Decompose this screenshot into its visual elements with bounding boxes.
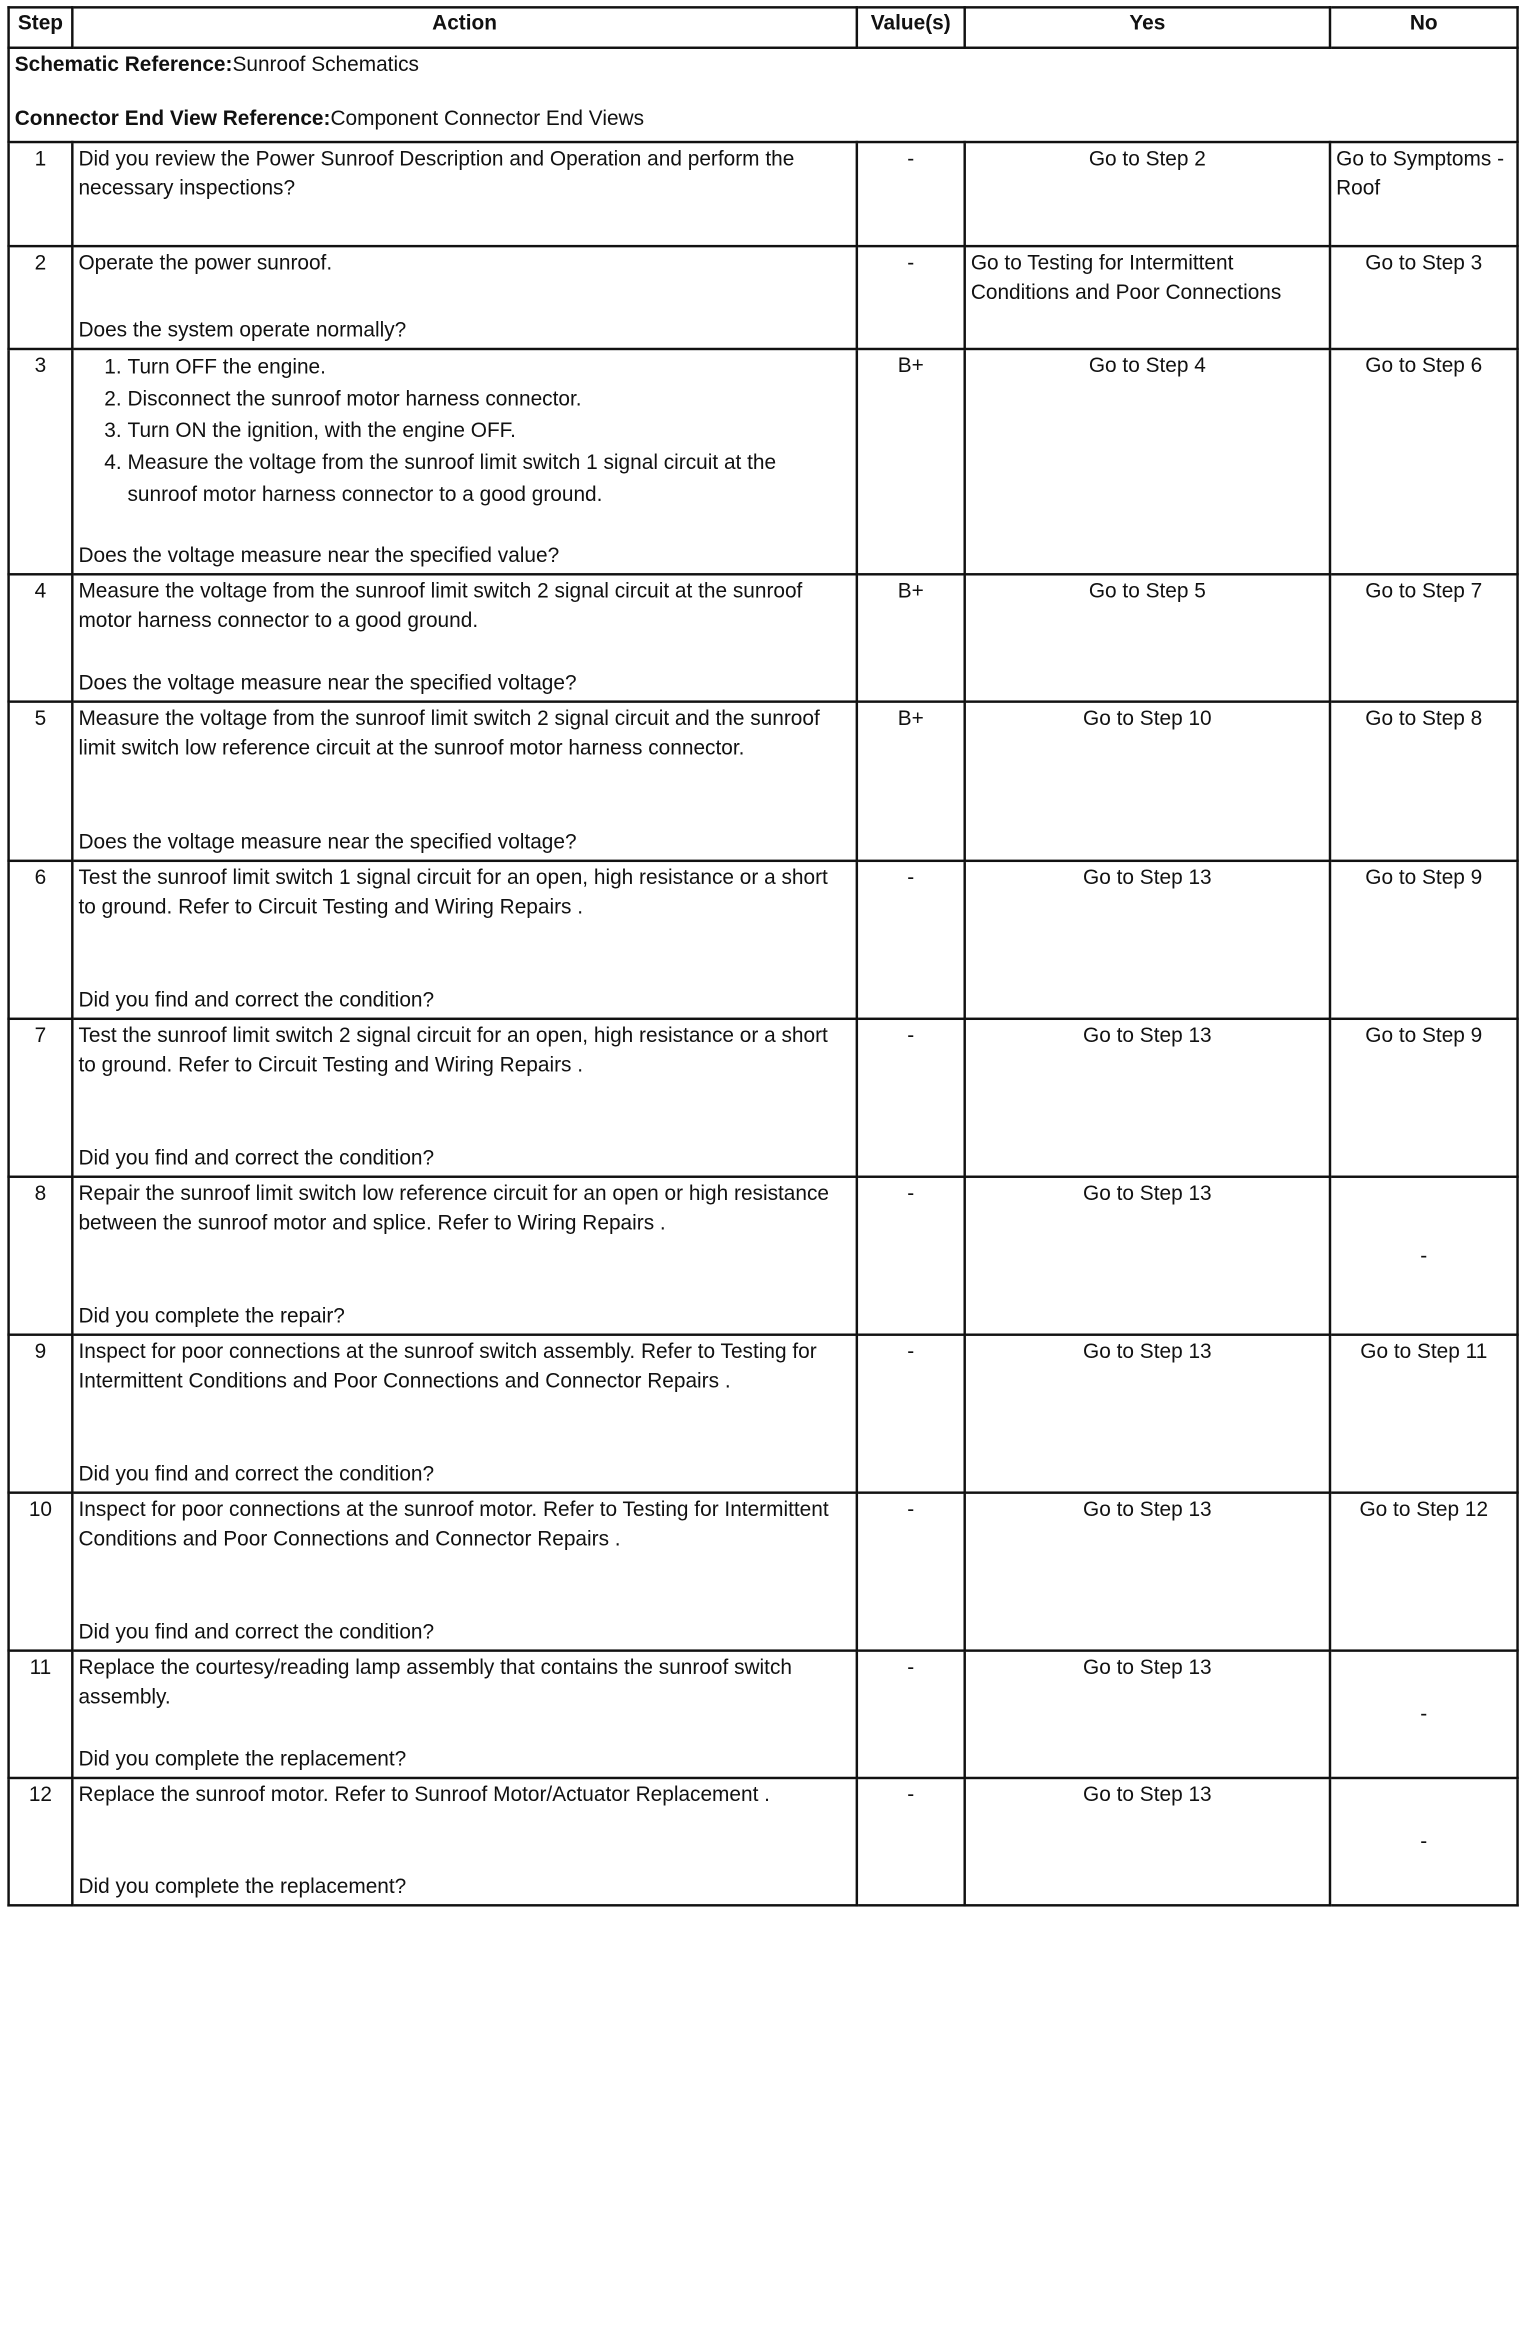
action-steps-list <box>78 351 850 510</box>
step-number: 2 <box>9 246 73 349</box>
value-cell: - <box>857 1177 965 1335</box>
column-header-yes: Yes <box>965 7 1330 47</box>
table-row <box>9 349 1518 574</box>
action-cell <box>72 1177 857 1335</box>
table-row <box>9 1778 1518 1905</box>
action-question: Did you find and correct the condition? <box>78 988 435 1012</box>
step-number: 6 <box>9 861 73 1019</box>
action-step-item: 3. Turn ON the ignition, with the engine OFF. <box>127 415 850 447</box>
yes-action[interactable]: Go to Testing for Intermittent Conditions and Poor Connections <box>965 246 1330 349</box>
no-action[interactable]: Go to Step 8 <box>1330 702 1518 861</box>
yes-action[interactable]: Go to Step 13 <box>965 861 1330 1019</box>
step-number: 11 <box>9 1651 73 1778</box>
yes-action[interactable]: Go to Step 13 <box>965 1493 1330 1651</box>
action-question: Did you find and correct the condition? <box>78 1620 435 1644</box>
header-row <box>9 7 1518 47</box>
action-cell <box>72 1493 857 1651</box>
action-text: Measure the voltage from the sunroof limit switch 2 signal circuit and the sunroof limit switch low reference circuit at the sunroof motor harness connector. <box>78 706 820 760</box>
value-cell: - <box>857 1019 965 1177</box>
action-cell <box>72 349 857 574</box>
action-step-item: 1. Turn OFF the engine. <box>127 351 850 383</box>
action-question: Does the voltage measure near the specified voltage? <box>78 830 577 854</box>
table-row <box>9 702 1518 861</box>
connector-reference <box>15 104 1512 133</box>
action-text: Test the sunroof limit switch 2 signal circuit for an open, high resistance or a short to ground. Refer to Circuit Testing and Wiring Repairs . <box>78 1023 828 1077</box>
table-row <box>9 1651 1518 1778</box>
no-action[interactable]: Go to Symptoms - Roof <box>1330 142 1518 246</box>
action-cell <box>72 1019 857 1177</box>
step-number: 10 <box>9 1493 73 1651</box>
yes-action[interactable]: Go to Step 13 <box>965 1019 1330 1177</box>
step-number: 9 <box>9 1335 73 1493</box>
no-action[interactable]: Go to Step 9 <box>1330 1019 1518 1177</box>
schematic-reference-value[interactable]: Sunroof Schematics <box>232 52 419 76</box>
value-cell: - <box>857 246 965 349</box>
action-question: Did you complete the replacement? <box>78 1874 407 1898</box>
value-cell: B+ <box>857 574 965 701</box>
no-action[interactable]: Go to Step 3 <box>1330 246 1518 349</box>
no-action[interactable]: Go to Step 11 <box>1330 1335 1518 1493</box>
no-action[interactable]: Go to Step 6 <box>1330 349 1518 574</box>
action-cell <box>72 1651 857 1778</box>
value-cell: - <box>857 1493 965 1651</box>
column-header-step: Step <box>9 7 73 47</box>
no-action[interactable]: Go to Step 7 <box>1330 574 1518 701</box>
action-step-item: 4. Measure the voltage from the sunroof limit switch 1 signal circuit at the sunroof motor harness connector to a good ground. <box>127 447 850 511</box>
table-row <box>9 1177 1518 1335</box>
step-number: 12 <box>9 1778 73 1905</box>
table-row <box>9 861 1518 1019</box>
value-cell: - <box>857 1651 965 1778</box>
value-cell: B+ <box>857 349 965 574</box>
step-number: 8 <box>9 1177 73 1335</box>
yes-action[interactable]: Go to Step 13 <box>965 1177 1330 1335</box>
action-text: Operate the power sunroof. <box>78 251 333 275</box>
table-row <box>9 1019 1518 1177</box>
action-text: Test the sunroof limit switch 1 signal circuit for an open, high resistance or a short to ground. Refer to Circuit Testing and Wiring Repairs . <box>78 865 828 919</box>
yes-action[interactable]: Go to Step 10 <box>965 702 1330 861</box>
value-cell: - <box>857 861 965 1019</box>
action-text: Replace the courtesy/reading lamp assembly that contains the sunroof switch assembly. <box>78 1655 792 1709</box>
no-action: - <box>1330 1778 1518 1905</box>
action-question: Did you complete the replacement? <box>78 1747 407 1771</box>
step-number: 5 <box>9 702 73 861</box>
value-cell: - <box>857 1778 965 1905</box>
value-cell: - <box>857 1335 965 1493</box>
step-number: 4 <box>9 574 73 701</box>
action-cell <box>72 702 857 861</box>
action-text: Repair the sunroof limit switch low reference circuit for an open or high resistance between the sunroof motor and splice. Refer to Wiring Repairs . <box>78 1181 830 1235</box>
column-header-values: Value(s) <box>857 7 965 47</box>
action-question: Does the voltage measure near the specified voltage? <box>78 671 577 695</box>
column-header-action: Action <box>72 7 857 47</box>
table-row <box>9 1335 1518 1493</box>
action-text: Did you review the Power Sunroof Description and Operation and perform the necessary inspections? <box>78 146 795 200</box>
action-cell <box>72 861 857 1019</box>
yes-action[interactable]: Go to Step 13 <box>965 1651 1330 1778</box>
no-action[interactable]: Go to Step 9 <box>1330 861 1518 1019</box>
action-text: Replace the sunroof motor. Refer to Sunroof Motor/Actuator Replacement . <box>78 1782 770 1807</box>
action-step-item: 2. Disconnect the sunroof motor harness connector. <box>127 383 850 415</box>
action-cell <box>72 574 857 701</box>
table-row <box>9 1493 1518 1651</box>
yes-action[interactable]: Go to Step 13 <box>965 1335 1330 1493</box>
action-text: Measure the voltage from the sunroof limit switch 2 signal circuit at the sunroof motor harness connector to a good ground. <box>78 579 803 632</box>
step-number: 1 <box>9 142 73 246</box>
action-text: Inspect for poor connections at the sunroof motor. Refer to Testing for Intermittent Conditions and Poor Connections and Connector Repairs . <box>78 1497 829 1551</box>
diagnostic-table <box>7 6 1518 1906</box>
step-number: 7 <box>9 1019 73 1177</box>
connector-reference-label: Connector End View Reference: <box>14 106 331 130</box>
action-question: Does the system operate normally? <box>78 318 407 342</box>
yes-action[interactable]: Go to Step 5 <box>965 574 1330 701</box>
reference-cell <box>9 48 1518 142</box>
connector-reference-value[interactable]: Component Connector End Views <box>330 106 645 130</box>
action-question: Did you complete the repair? <box>78 1304 345 1328</box>
action-question: Did you find and correct the condition? <box>78 1146 435 1170</box>
action-text: Inspect for poor connections at the sunroof switch assembly. Refer to Testing for Intermittent Conditions and Poor Connections and Connector Repairs . <box>78 1339 817 1393</box>
table-row <box>9 246 1518 349</box>
column-header-no: No <box>1330 7 1518 47</box>
yes-action[interactable]: Go to Step 13 <box>965 1778 1330 1905</box>
yes-action[interactable]: Go to Step 4 <box>965 349 1330 574</box>
value-cell: B+ <box>857 702 965 861</box>
schematic-reference <box>15 50 1512 79</box>
action-cell <box>72 142 857 246</box>
action-question: Does the voltage measure near the specified value? <box>78 543 560 567</box>
yes-action[interactable]: Go to Step 2 <box>965 142 1330 246</box>
no-action: - <box>1330 1177 1518 1335</box>
table-row <box>9 574 1518 701</box>
table-row <box>9 142 1518 246</box>
action-cell <box>72 1778 857 1905</box>
no-action: - <box>1330 1651 1518 1778</box>
action-cell <box>72 246 857 349</box>
schematic-reference-label: Schematic Reference: <box>14 52 233 76</box>
reference-row <box>9 48 1518 142</box>
no-action[interactable]: Go to Step 12 <box>1330 1493 1518 1651</box>
action-cell <box>72 1335 857 1493</box>
step-number: 3 <box>9 349 73 574</box>
action-question: Did you find and correct the condition? <box>78 1462 435 1486</box>
value-cell: - <box>857 142 965 246</box>
